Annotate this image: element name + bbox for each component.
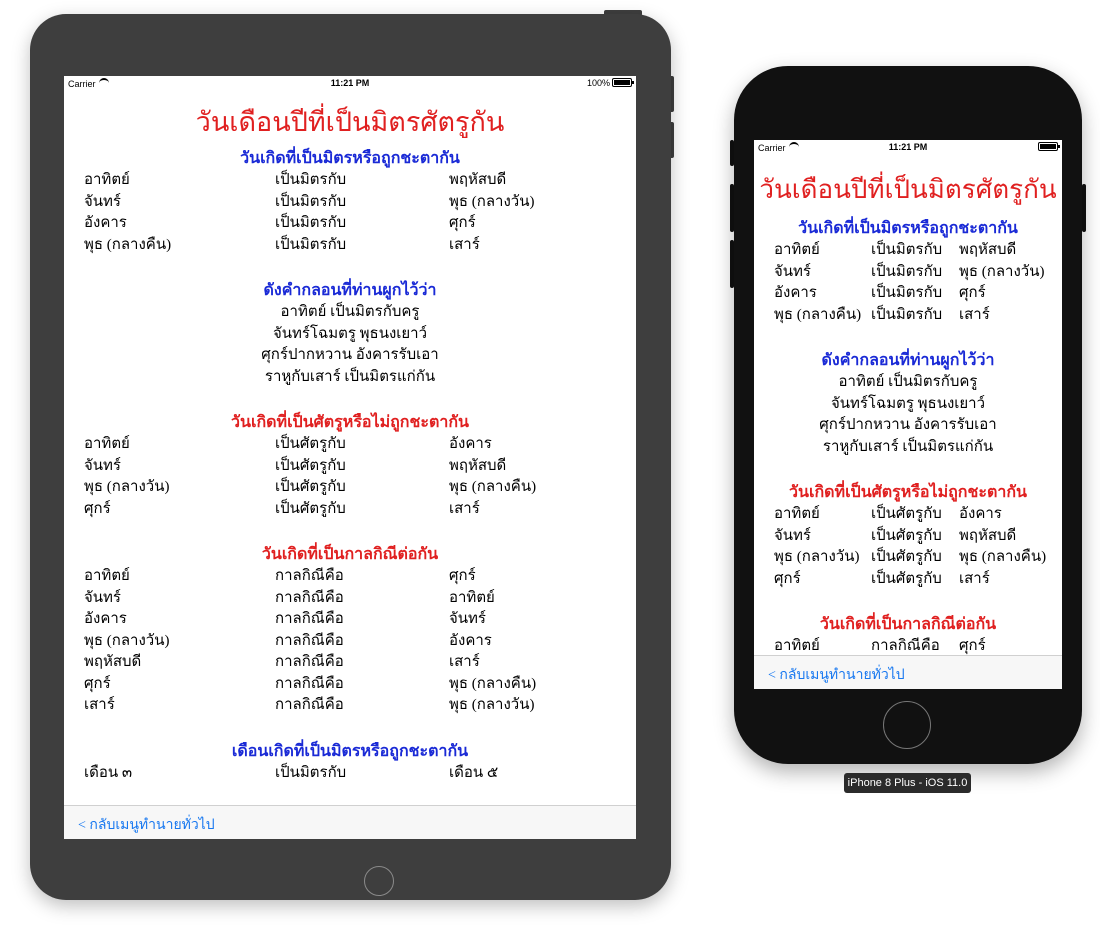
table-row (754, 526, 1062, 548)
bottom-toolbar (754, 655, 1062, 689)
table-cell: พฤหัสบดี (959, 527, 1017, 544)
poem-line: อาทิตย์ เป็นมิตรกับครู (838, 374, 978, 390)
page-title: วันเดือนปีที่เป็นมิตรศัตรูกัน (195, 107, 505, 137)
table-cell: เป็นมิตรกับ (871, 263, 943, 280)
table-cell: อังคาร (449, 632, 492, 649)
table-cell: ศุกร์ (449, 215, 476, 231)
table-cell: เป็นมิตรกับ (871, 306, 943, 323)
poem-line: จันทร์โฉมตรู พุธนงเยาว์ (272, 325, 428, 342)
table-cell: พุธ (กลางวัน) (449, 697, 535, 713)
table-row (64, 652, 636, 674)
table-row (64, 456, 636, 478)
table-cell: จันทร์ (84, 457, 121, 474)
table-cell: เป็นมิตรกับ (275, 764, 347, 781)
table-cell: เสาร์ (959, 306, 990, 323)
section-title-poem: ดังคำกลอนที่ท่านผูกไว้ว่า (821, 352, 995, 369)
table-cell: พฤหัสบดี (959, 242, 1017, 259)
table-cell: เป็นศัตรูกับ (871, 527, 942, 544)
battery-percent: 100% (586, 78, 610, 88)
table-row (64, 566, 636, 588)
table-cell: กาลกิณีคือ (275, 697, 344, 713)
table-cell: พุธ (กลางวัน) (774, 549, 860, 565)
table-cell: เดือน ๓ (84, 764, 133, 781)
table-row (64, 609, 636, 631)
table-cell: อังคาร (959, 506, 1002, 523)
table-row (64, 235, 636, 257)
battery-icon (1038, 142, 1058, 151)
table-cell: เสาร์ (959, 570, 990, 587)
table-cell: จันทร์ (449, 611, 486, 627)
iphone-power-button (1082, 184, 1086, 232)
table-cell: กาลกิณีคือ (275, 632, 344, 649)
iphone-home-button[interactable] (883, 701, 931, 749)
table-cell: พุธ (กลางวัน) (84, 479, 170, 495)
ipad-screen (64, 76, 636, 839)
table-row (754, 569, 1062, 591)
table-row (754, 504, 1062, 526)
table-cell: ศุกร์ (959, 285, 986, 302)
poem-line: ศุกร์ปากหวาน อังคารรับเอา (261, 347, 439, 363)
section-title-kalakini: วันเกิดที่เป็นกาลกิณีต่อกัน (261, 546, 439, 563)
table-cell: พฤหัสบดี (449, 457, 507, 474)
table-cell: เป็นศัตรูกับ (275, 479, 346, 495)
poem-line: ราหูกับเสาร์ เป็นมิตรแก่กัน (264, 368, 436, 385)
status-bar (754, 140, 1062, 156)
ipad-home-button[interactable] (364, 866, 394, 896)
content-scroll[interactable] (64, 92, 636, 805)
table-cell: พุธ (กลางวัน) (84, 632, 170, 649)
table-cell: อังคาร (84, 215, 127, 231)
table-cell: จันทร์ (84, 193, 121, 210)
table-cell: อาทิตย์ (774, 506, 820, 522)
table-cell: พุธ (กลางคืน) (449, 479, 537, 495)
table-cell: เป็นมิตรกับ (871, 285, 943, 301)
poem-line: ศุกร์ปากหวาน อังคารรับเอา (819, 417, 997, 433)
table-cell: พุธ (กลางคืน) (449, 675, 537, 692)
status-bar (64, 76, 636, 92)
battery-icon (612, 78, 632, 87)
table-cell: พุธ (กลางคืน) (84, 236, 172, 253)
carrier-label: Carrier (758, 142, 799, 153)
iphone-screen (754, 140, 1062, 689)
table-row (64, 213, 636, 235)
table-row (64, 588, 636, 610)
table-cell: เป็นศัตรูกับ (871, 506, 942, 522)
table-cell: พฤหัสบดี (449, 172, 507, 188)
table-cell: เป็นมิตรกับ (275, 215, 347, 231)
table-cell: กาลกิณีคือ (871, 638, 940, 654)
table-cell: จันทร์ (774, 263, 811, 280)
table-row (64, 434, 636, 456)
table-cell: เป็นศัตรูกับ (275, 436, 346, 452)
table-row (754, 283, 1062, 305)
table-cell: พุธ (กลางวัน) (449, 193, 535, 210)
table-cell: ศุกร์ (84, 500, 111, 517)
table-cell: อาทิตย์ (774, 242, 820, 258)
back-to-menu-button[interactable]: < กลับเมนูทำนายทั่วไป (768, 668, 905, 683)
section-title-enemies: วันเกิดที่เป็นศัตรูหรือไม่ถูกชะตากัน (231, 414, 469, 431)
table-row (754, 636, 1062, 655)
table-cell: อังคาร (449, 436, 492, 452)
table-cell: พุธ (กลางวัน) (959, 263, 1045, 280)
battery-indicator (1036, 142, 1058, 152)
device-caption: iPhone 8 Plus - iOS 11.0 (844, 773, 971, 793)
bottom-toolbar (64, 805, 636, 839)
table-cell: อังคาร (774, 285, 817, 301)
table-row (64, 192, 636, 214)
poem-line: จันทร์โฉมตรู พุธนงเยาว์ (830, 395, 986, 412)
status-time: 11:21 PM (330, 78, 370, 88)
content-scroll[interactable] (754, 156, 1062, 655)
table-row (754, 262, 1062, 284)
poem-line: อาทิตย์ เป็นมิตรกับครู (280, 304, 420, 320)
table-cell: อาทิตย์ (449, 589, 495, 606)
status-time: 11:21 PM (888, 142, 928, 152)
table-cell: พฤหัสบดี (84, 654, 142, 670)
table-cell: ศุกร์ (449, 568, 476, 584)
table-row (64, 499, 636, 521)
table-cell: กาลกิณีคือ (275, 611, 344, 627)
table-cell: อาทิตย์ (84, 568, 130, 584)
table-row (64, 170, 636, 192)
table-row (64, 631, 636, 653)
section-title-kalakini: วันเกิดที่เป็นกาลกิณีต่อกัน (819, 616, 997, 633)
back-to-menu-button[interactable]: < กลับเมนูทำนายทั่วไป (78, 818, 215, 833)
table-cell: เป็นมิตรกับ (275, 193, 347, 210)
table-cell: พุธ (กลางคืน) (774, 306, 862, 323)
section-title-friends: วันเกิดที่เป็นมิตรหรือถูกชะตากัน (798, 220, 1018, 237)
table-cell: อาทิตย์ (84, 436, 130, 452)
table-row (64, 674, 636, 696)
table-row (754, 547, 1062, 569)
table-cell: จันทร์ (774, 527, 811, 544)
table-cell: เป็นศัตรูกับ (275, 457, 346, 474)
table-row (64, 477, 636, 499)
section-title-enemies: วันเกิดที่เป็นศัตรูหรือไม่ถูกชะตากัน (789, 484, 1027, 501)
table-cell: ศุกร์ (959, 638, 986, 655)
table-cell: ศุกร์ (774, 570, 801, 587)
section-title-poem: ดังคำกลอนที่ท่านผูกไว้ว่า (263, 282, 437, 299)
carrier-label: Carrier (68, 78, 109, 89)
table-cell: กาลกิณีคือ (275, 589, 344, 606)
table-cell: เป็นศัตรูกับ (275, 500, 346, 517)
table-row (64, 763, 636, 785)
table-cell: เสาร์ (84, 697, 115, 713)
table-cell: เดือน ๕ (449, 764, 499, 781)
poem-line: ราหูกับเสาร์ เป็นมิตรแก่กัน (822, 438, 994, 455)
table-cell: เสาร์ (449, 236, 480, 253)
table-cell: เป็นมิตรกับ (275, 172, 347, 188)
table-cell: พุธ (กลางคืน) (959, 549, 1047, 566)
table-cell: เป็นมิตรกับ (871, 242, 943, 258)
table-cell: อาทิตย์ (84, 172, 130, 188)
table-cell: เป็นศัตรูกับ (871, 570, 942, 587)
table-cell: กาลกิณีคือ (275, 675, 344, 692)
table-cell: เป็นศัตรูกับ (871, 549, 942, 565)
table-row (754, 240, 1062, 262)
page-title: วันเดือนปีที่เป็นมิตรศัตรูกัน (759, 175, 1057, 204)
table-cell: ศุกร์ (84, 675, 111, 692)
table-cell: อาทิตย์ (774, 638, 820, 654)
table-cell: กาลกิณีคือ (275, 568, 344, 584)
section-title-month-friends: เดือนเกิดที่เป็นมิตรหรือถูกชะตากัน (231, 742, 469, 760)
table-cell: เสาร์ (449, 654, 480, 670)
table-row (64, 695, 636, 717)
battery-indicator (587, 78, 632, 88)
table-cell: อังคาร (84, 611, 127, 627)
table-cell: จันทร์ (84, 589, 121, 606)
table-cell: เสาร์ (449, 500, 480, 517)
table-cell: กาลกิณีคือ (275, 654, 344, 670)
section-title-friends: วันเกิดที่เป็นมิตรหรือถูกชะตากัน (240, 150, 460, 167)
table-cell: เป็นมิตรกับ (275, 236, 347, 253)
table-row (754, 305, 1062, 327)
